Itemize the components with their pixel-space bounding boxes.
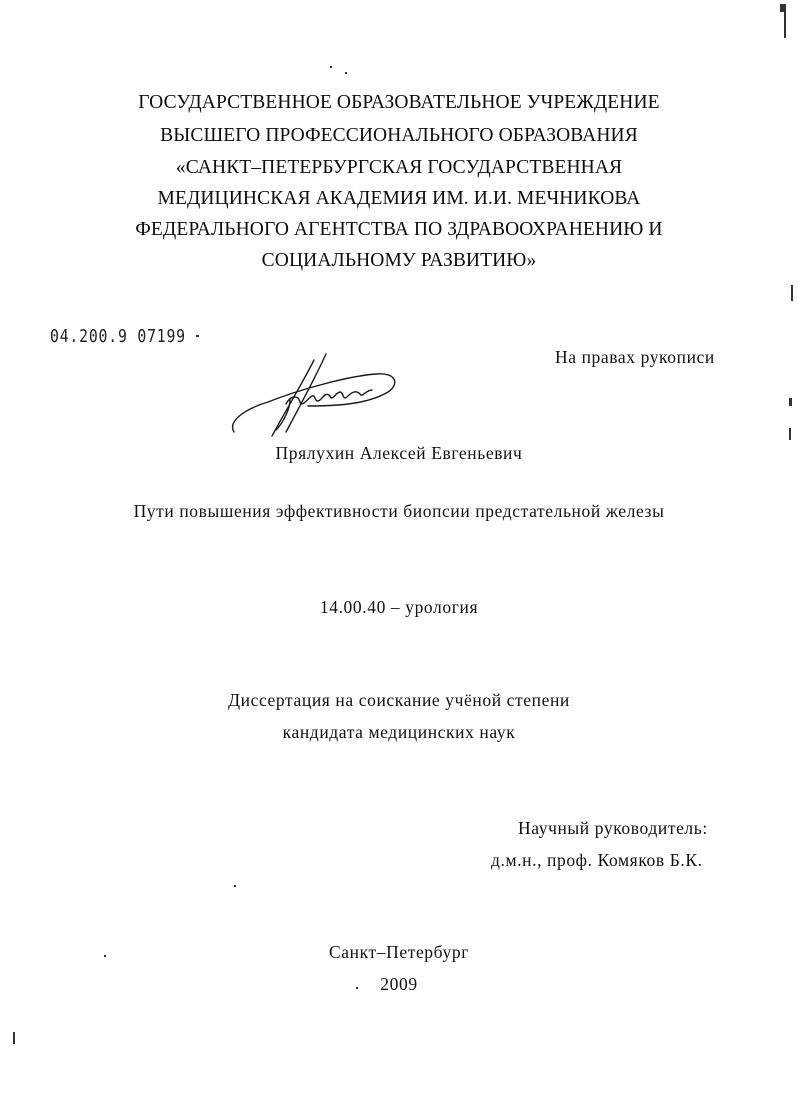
author-signature bbox=[228, 348, 408, 448]
institution-line-6: СОЦИАЛЬНОМУ РАЗВИТИЮ» bbox=[261, 250, 537, 271]
author-name: Прялухин Алексей Евгеньевич bbox=[275, 443, 523, 463]
institution-line-2: ВЫСШЕГО ПРОФЕССИОНАЛЬНОГО ОБРАЗОВАНИЯ bbox=[160, 125, 638, 146]
scan-mark bbox=[330, 66, 332, 68]
scan-mark bbox=[234, 885, 236, 887]
scan-mark bbox=[789, 398, 792, 406]
scan-mark bbox=[13, 1032, 15, 1044]
city: Санкт–Петербург bbox=[329, 942, 469, 962]
degree-line-1: Диссертация на соискание учёной степени bbox=[228, 690, 570, 710]
scan-mark bbox=[789, 428, 791, 440]
supervisor-name: д.м.н., проф. Комяков Б.К. bbox=[491, 850, 703, 870]
dissertation-title: Пути повышения эффективности биопсии предстательной железы bbox=[133, 501, 665, 521]
specialty: 14.00.40 – урология bbox=[319, 597, 479, 617]
scan-mark bbox=[356, 987, 358, 989]
scan-mark bbox=[780, 4, 786, 12]
institution-line-4: МЕДИЦИНСКАЯ АКАДЕМИЯ ИМ. И.И. МЕЧНИКОВА bbox=[157, 188, 641, 209]
scan-mark bbox=[196, 335, 199, 337]
supervisor-label: Научный руководитель: bbox=[518, 818, 708, 838]
institution-line-3: «САНКТ–ПЕТЕРБУРГСКАЯ ГОСУДАРСТВЕННАЯ bbox=[175, 157, 623, 178]
scan-mark bbox=[345, 72, 347, 74]
institution-line-1: ГОСУДАРСТВЕННОЕ ОБРАЗОВАТЕЛЬНОЕ УЧРЕЖДЕНИЕ bbox=[138, 92, 660, 113]
institution-line-5: ФЕДЕРАЛЬНОГО АГЕНТСТВА ПО ЗДРАВООХРАНЕНИЮ И bbox=[135, 219, 663, 240]
scan-mark bbox=[104, 955, 106, 957]
year: 2009 bbox=[380, 974, 418, 994]
registration-stamp: 04.200.9 07199 bbox=[50, 326, 186, 347]
scan-mark bbox=[784, 12, 786, 38]
manuscript-note: На правах рукописи bbox=[555, 347, 715, 367]
scan-mark bbox=[791, 285, 793, 301]
degree-line-2: кандидата медицинских наук bbox=[282, 722, 516, 742]
